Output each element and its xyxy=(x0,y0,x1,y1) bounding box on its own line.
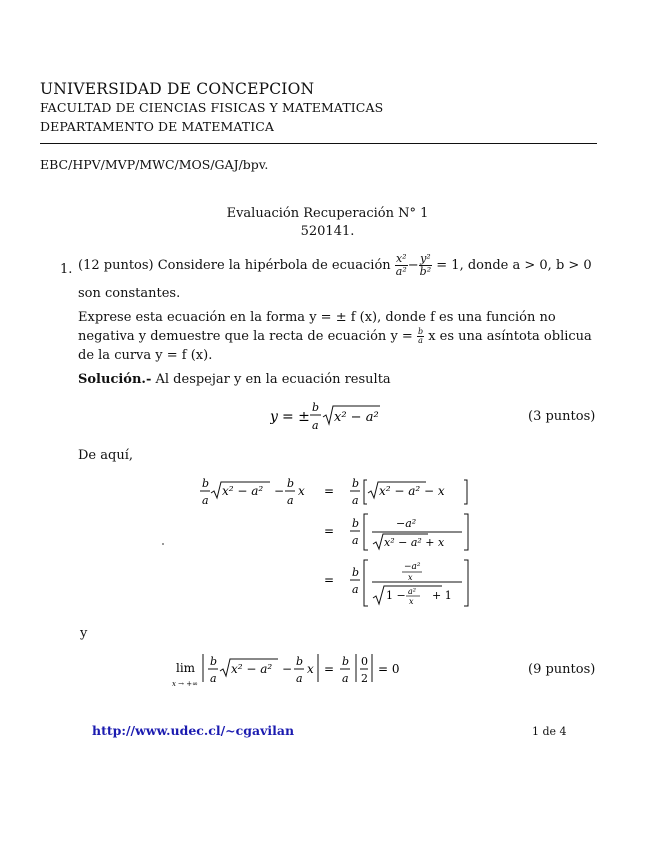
task-line-3: de la curva y = f (x). xyxy=(78,348,213,363)
svg-text:= 0: = 0 xyxy=(378,662,400,676)
svg-text:0: 0 xyxy=(361,655,368,668)
authors-line: EBC/HPV/MVP/MWC/MOS/GAJ/bpv. xyxy=(40,157,269,172)
fraction-x2-a2: $\frac{\text{x²}}{\text{a²}}$ xyxy=(395,252,407,278)
y-word: y xyxy=(80,626,88,641)
svg-text:a: a xyxy=(352,534,359,547)
svg-text:= ±: = ± xyxy=(282,409,310,425)
task-line-2a: negativa y demuestre que la recta de ecuación y = xyxy=(78,329,413,344)
svg-text:x² − a² + x: x² − a² + x xyxy=(384,536,445,549)
svg-text:x: x xyxy=(408,573,413,582)
university-name: UNIVERSIDAD DE CONCEPCION xyxy=(40,80,315,98)
svg-text:b: b xyxy=(296,655,304,668)
svg-text:x² − a² − x: x² − a² − x xyxy=(379,484,445,498)
exam-code: 520141. xyxy=(300,224,355,239)
svg-text:=: = xyxy=(324,662,335,676)
svg-text:x² − a²: x² − a² xyxy=(231,662,273,676)
svg-text:a: a xyxy=(210,672,217,685)
problem-points-label: (12 puntos) Considere la hipérbola de ecuación xyxy=(78,258,391,273)
derivation-block xyxy=(196,474,486,614)
svg-text:+ 1: + 1 xyxy=(432,589,452,602)
solution-intro xyxy=(78,370,598,390)
svg-text:2: 2 xyxy=(361,672,368,685)
svg-text:=: = xyxy=(324,484,335,498)
svg-text:x → +∞: x → +∞ xyxy=(172,680,198,688)
svg-text:a: a xyxy=(352,494,359,507)
svg-text:a: a xyxy=(352,583,359,596)
svg-text:a: a xyxy=(287,494,294,507)
svg-text:b: b xyxy=(342,655,350,668)
svg-text:−a²: −a² xyxy=(404,562,421,572)
svg-text:b: b xyxy=(287,477,295,490)
exam-title: Evaluación Recuperación N° 1 xyxy=(226,206,429,221)
faculty-name: FACULTAD DE CIENCIAS FISICAS Y MATEMATICAS xyxy=(40,100,384,115)
svg-text:a²: a² xyxy=(408,587,416,596)
fraction-b-a-small: $\frac{b}{a}$ xyxy=(417,327,424,345)
svg-text:=: = xyxy=(324,524,335,538)
svg-text:=: = xyxy=(324,573,335,587)
equation-y-solution xyxy=(270,396,410,440)
svg-text:a: a xyxy=(312,419,319,432)
scan-speck xyxy=(162,543,164,545)
fraction-y2-b2: $\frac{\text{y²}}{\text{b²}}$ xyxy=(419,252,432,278)
svg-text:b: b xyxy=(352,477,360,490)
svg-text:b: b xyxy=(210,655,218,668)
de-aqui-text: De aquí, xyxy=(78,448,133,463)
svg-text:1 −: 1 − xyxy=(386,589,406,602)
svg-text:a: a xyxy=(342,672,349,685)
svg-text:y: y xyxy=(270,409,278,425)
page-number: 1 de 4 xyxy=(532,725,567,738)
svg-text:x: x xyxy=(298,484,305,498)
header-divider xyxy=(40,143,597,144)
problem-continuation: son constantes. xyxy=(78,286,181,301)
svg-text:b: b xyxy=(352,517,360,530)
svg-text:b: b xyxy=(352,566,360,579)
svg-text:x: x xyxy=(307,662,314,676)
solution-text: Al despejar y en la ecuación resulta xyxy=(155,372,391,387)
task-line-2b: x es una asíntota oblicua xyxy=(428,329,592,344)
problem-number: 1. xyxy=(60,262,73,277)
svg-text:x² − a²: x² − a² xyxy=(222,484,264,498)
department-name: DEPARTAMENTO DE MATEMATICA xyxy=(40,119,275,134)
task-line-1: Exprese esta ecuación en la forma y = ± f (x), donde f es una función no xyxy=(78,310,556,325)
svg-text:x² − a²: x² − a² xyxy=(334,410,379,425)
limit-equation xyxy=(172,648,442,694)
svg-text:b: b xyxy=(202,477,210,490)
svg-text:−a²: −a² xyxy=(396,517,417,530)
svg-text:a: a xyxy=(296,672,303,685)
points-3: (3 puntos) xyxy=(528,409,596,424)
svg-text:−: − xyxy=(282,662,293,676)
svg-text:b: b xyxy=(312,401,320,414)
course-url-link[interactable]: http://www.udec.cl/~cgavilan xyxy=(92,723,295,738)
svg-text:a: a xyxy=(202,494,209,507)
task-line-2 xyxy=(78,327,598,347)
points-9: (9 puntos) xyxy=(528,662,596,677)
svg-text:lim: lim xyxy=(176,661,196,675)
svg-text:−: − xyxy=(274,484,285,498)
svg-text:x: x xyxy=(409,597,414,606)
problem-statement: (12 puntos) Considere la hipérbola de ecuación $\frac{\text{x²}}{\text{a²}}$ − $\frac{\text{y²}}{\text{b²}}$ = 1, donde a > 0, b > 0 xyxy=(78,252,592,278)
problem-conditions: , donde a > 0, b > 0 xyxy=(459,258,592,273)
solution-label: Solución.- xyxy=(78,372,152,387)
